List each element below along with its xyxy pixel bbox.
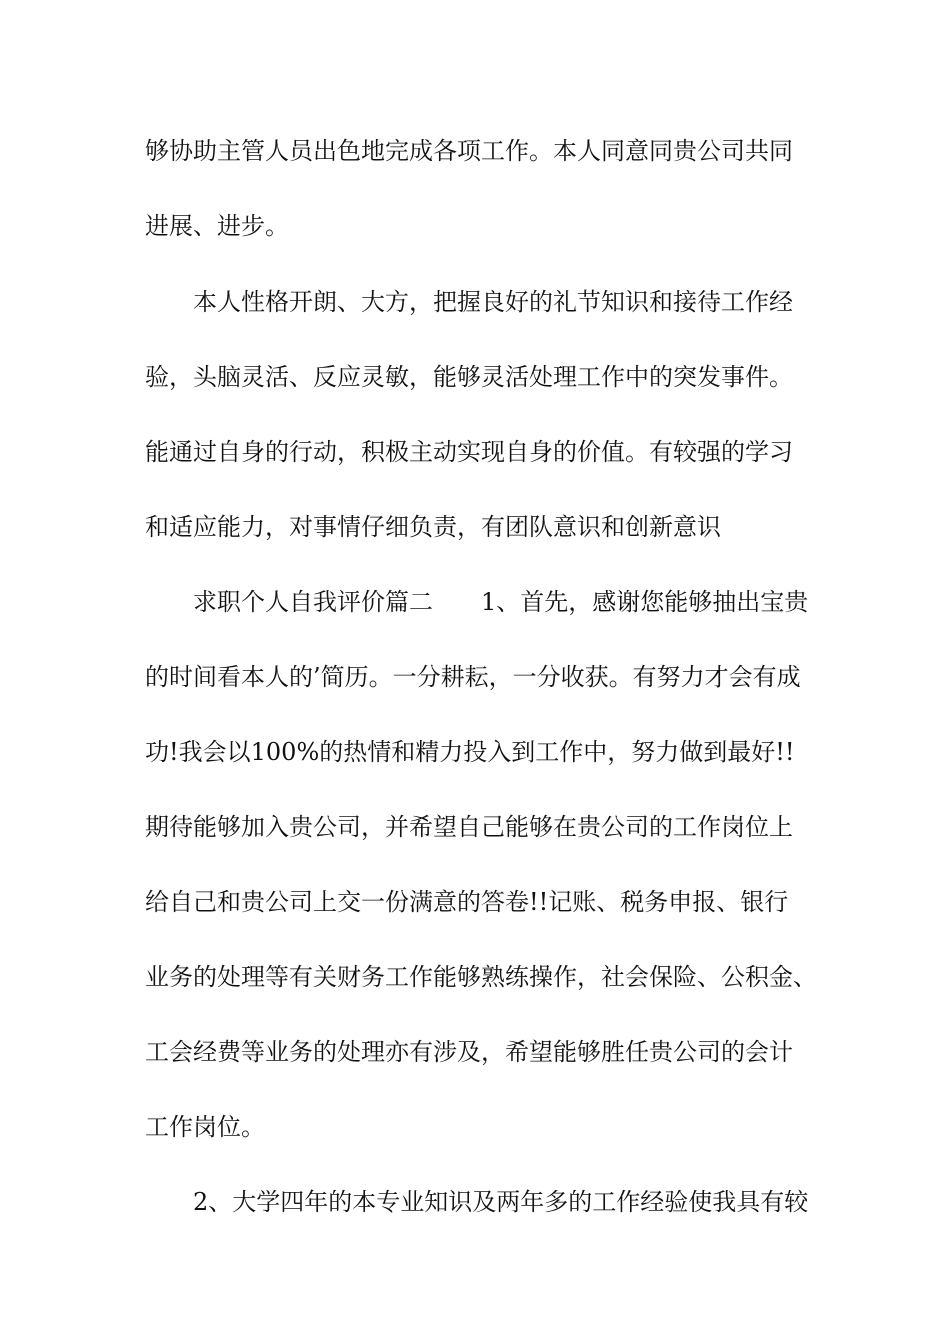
text-line: 给自己和贵公司上交一份满意的答卷!!记账、税务申报、银行: [145, 888, 789, 916]
text-line: 期待能够加入贵公司，并希望自己能够在贵公司的工作岗位上: [145, 813, 793, 841]
text-line: 工会经费等业务的处理亦有涉及，希望能够胜任贵公司的会计: [145, 1038, 793, 1066]
text-line: 功!我会以100%的热情和精力投入到工作中，努力做到最好!!: [145, 738, 795, 766]
text-line: 业务的处理等有关财务工作能够熟练操作，社会保险、公积金、: [145, 963, 817, 991]
paragraph-start-line: 本人性格开朗、大方，把握良好的礼节知识和接待工作经: [193, 288, 793, 316]
text-line: 和适应能力，对事情仔细负责，有团队意识和创新意识: [145, 513, 721, 541]
text-line: 工作岗位。: [145, 1113, 265, 1141]
text-line: 验，头脑灵活、反应灵敏，能够灵活处理工作中的突发事件。: [145, 363, 793, 391]
text-line: 够协助主管人员出色地完成各项工作。本人同意同贵公司共同: [145, 137, 793, 165]
section-heading-line: 求职个人自我评价篇二 1、首先，感谢您能够抽出宝贵: [193, 588, 809, 616]
text-line: 的时间看本人的’简历。一分耕耘，一分收获。有努力才会有成: [145, 663, 801, 691]
paragraph-start-line: 2、大学四年的本专业知识及两年多的工作经验使我具有较: [193, 1188, 809, 1216]
text-line: 能通过自身的行动，积极主动实现自身的价值。有较强的学习: [145, 438, 793, 466]
text-line: 进展、进步。: [145, 212, 289, 240]
